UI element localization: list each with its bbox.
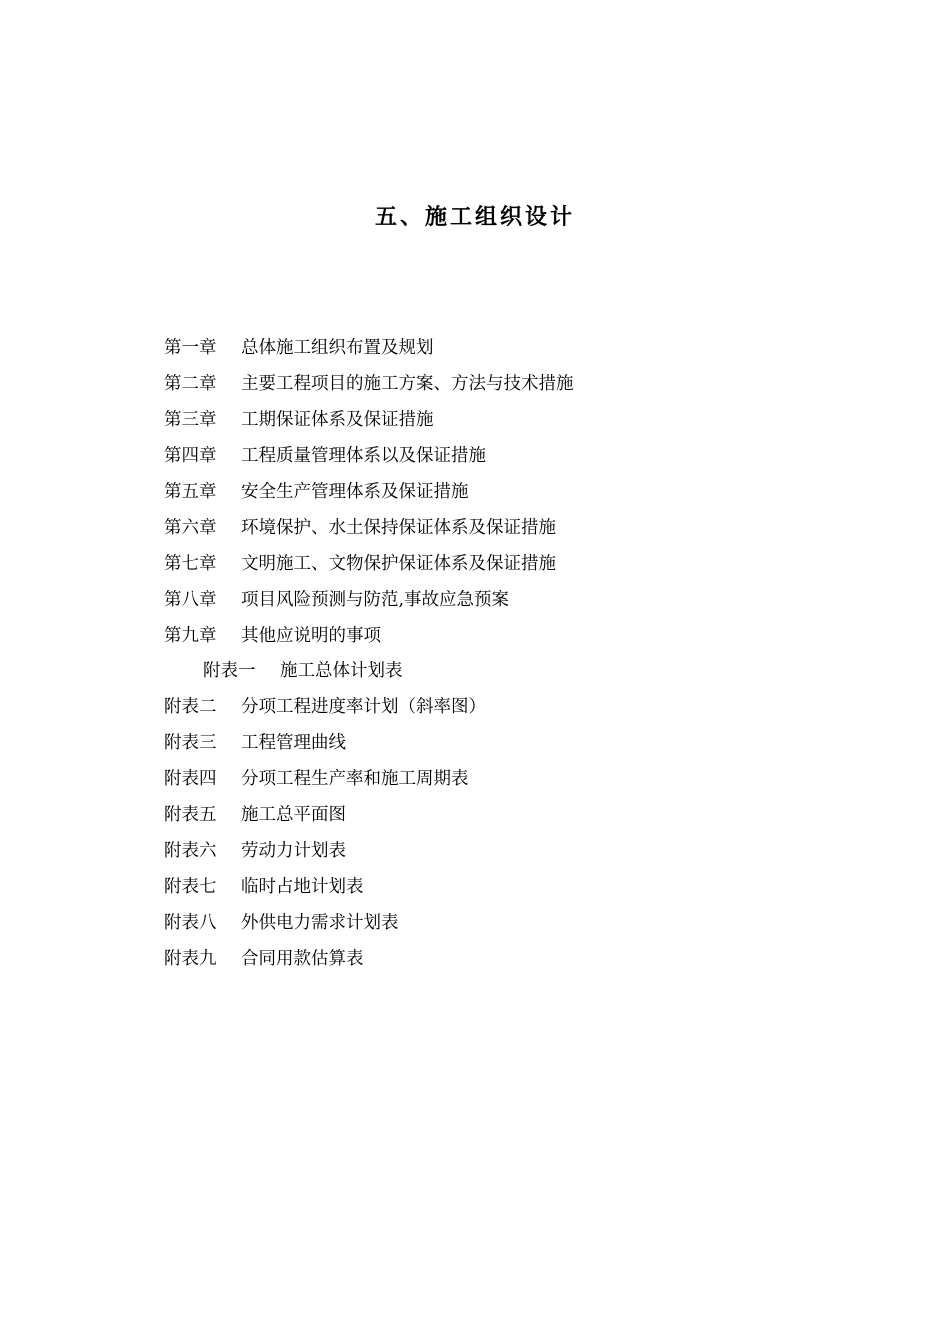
toc-item-text: 劳动力计划表 (241, 840, 346, 861)
toc-item-text: 总体施工组织布置及规划 (241, 338, 434, 359)
toc-item-text: 分项工程生产率和施工周期表 (241, 769, 469, 790)
toc-item-text: 工程管理曲线 (241, 733, 346, 754)
toc-item-text: 项目风险预测与防范,事故应急预案 (241, 589, 510, 610)
toc-item-appendix-8 (164, 903, 864, 939)
toc-item-label: 第八章 (164, 589, 217, 610)
toc-item-text: 文明施工、文物保护保证体系及保证措施 (241, 553, 556, 574)
toc-item-appendix-7 (164, 867, 864, 903)
toc-item-label: 第一章 (164, 338, 217, 359)
toc-item-text: 临时占地计划表 (241, 876, 364, 897)
toc-item-chapter-5 (164, 473, 864, 509)
toc-item-appendix-5 (164, 796, 864, 832)
toc-item-label: 第三章 (164, 410, 217, 431)
toc-item-text: 施工总平面图 (241, 805, 346, 826)
table-of-contents (164, 329, 864, 975)
toc-item-label: 附表二 (164, 697, 217, 718)
toc-item-chapter-1 (164, 329, 864, 365)
toc-item-appendix-2 (164, 688, 864, 724)
toc-item-label: 第九章 (164, 625, 217, 646)
toc-item-text: 外供电力需求计划表 (241, 912, 399, 933)
toc-item-text: 工期保证体系及保证措施 (241, 410, 434, 431)
toc-item-label: 第五章 (164, 482, 217, 502)
page-title: 五、施工组织设计 (374, 205, 575, 230)
toc-item-chapter-8 (164, 580, 864, 616)
toc-item-label: 附表六 (164, 840, 217, 861)
toc-item-appendix-4 (164, 760, 864, 796)
toc-item-chapter-6 (164, 508, 864, 544)
toc-item-label: 附表五 (164, 805, 217, 826)
toc-item-label: 附表九 (164, 948, 217, 969)
toc-item-chapter-3 (164, 401, 864, 437)
toc-item-text: 分项工程进度率计划（斜率图） (241, 697, 486, 718)
toc-item-text: 其他应说明的事项 (241, 625, 381, 646)
toc-item-label: 第四章 (164, 446, 217, 467)
toc-item-chapter-9 (164, 616, 864, 652)
toc-item-label: 附表七 (164, 876, 217, 897)
toc-item-text: 合同用款估算表 (241, 948, 364, 969)
toc-item-appendix-1 (164, 652, 864, 688)
toc-item-chapter-2 (164, 365, 864, 401)
toc-item-label: 附表八 (164, 912, 217, 933)
toc-item-chapter-7 (164, 544, 864, 580)
toc-item-appendix-6 (164, 831, 864, 867)
toc-item-text: 施工总体计划表 (280, 661, 403, 682)
toc-item-text: 工程质量管理体系以及保证措施 (241, 446, 486, 467)
toc-item-text: 环境保护、水土保持保证体系及保证措施 (241, 517, 556, 538)
toc-item-label: 附表三 (164, 733, 217, 754)
toc-item-text: 主要工程项目的施工方案、方法与技术措施 (241, 374, 574, 395)
toc-item-appendix-9 (164, 939, 864, 975)
toc-item-chapter-4 (164, 437, 864, 473)
toc-item-label: 附表一 (203, 661, 256, 682)
toc-item-label: 第七章 (164, 553, 217, 574)
toc-item-label: 附表四 (164, 769, 217, 790)
toc-item-appendix-3 (164, 724, 864, 760)
toc-item-label: 第六章 (164, 517, 217, 538)
toc-item-label: 第二章 (164, 374, 217, 395)
toc-item-text: 安全生产管理体系及保证措施 (241, 482, 469, 502)
